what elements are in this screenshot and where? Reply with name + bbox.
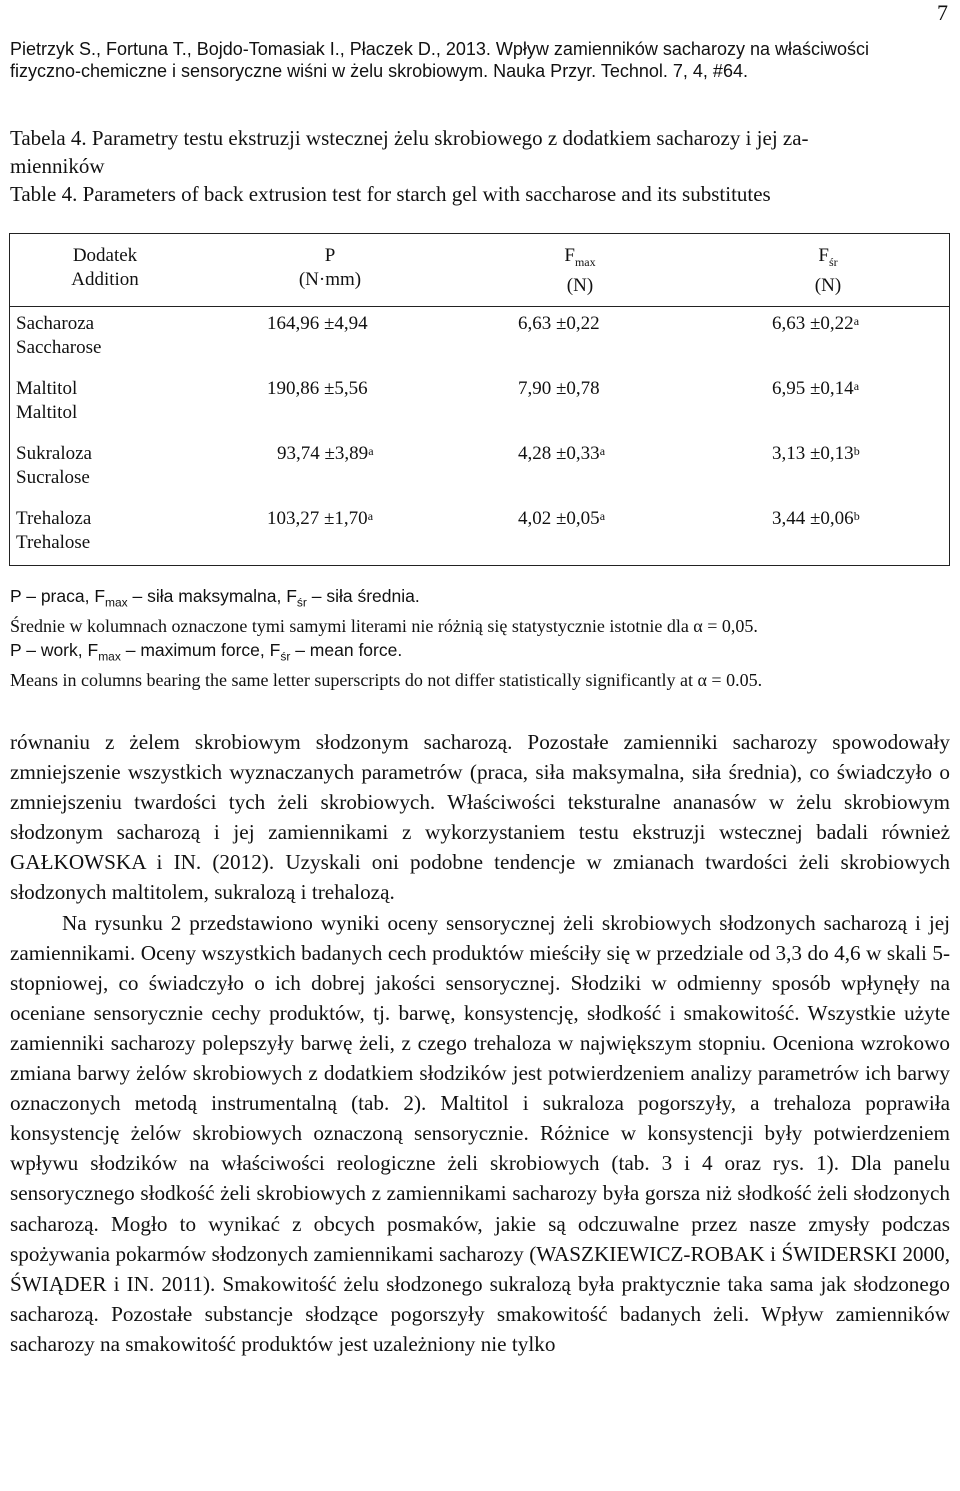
table-row-addition bbox=[16, 312, 101, 360]
caption-en: Table 4. Parameters of back extrusion test for starch gel with saccharose and its substitutes bbox=[10, 182, 771, 206]
cell-fsr: 3,13 ±0,13$^b$ bbox=[772, 443, 860, 464]
addition-pl: Maltitol bbox=[16, 378, 78, 399]
addition-en: Trehalose bbox=[16, 532, 91, 553]
note-en-significance: Means in columns bearing the same letter superscripts do not differ statistically significantly at α = 0.05. bbox=[10, 669, 763, 690]
cell-p: 103,27 ±1,70$^a$ bbox=[267, 508, 374, 529]
table-caption bbox=[10, 124, 950, 208]
header-fmax-symbol: $F_{max}$ bbox=[564, 245, 596, 269]
cell-fmax: 7,90 ±0,78 bbox=[518, 378, 600, 399]
addition-en: Saccharose bbox=[16, 337, 102, 358]
cell-fsr: 3,44 ±0,06$^b$ bbox=[772, 508, 860, 529]
citation-line-1: Pietrzyk S., Fortuna T., Bojdo-Tomasiak I., Płaczek D., 2013. Wpływ zamienników sacharozy na właściwości bbox=[10, 39, 869, 59]
data-table bbox=[9, 233, 950, 566]
header-divider bbox=[10, 306, 949, 307]
paragraph-1: równaniu z żelem skrobiowym słodzonym sacharozą. Pozostałe zamienniki sacharozy spowodowały zmniejszenie wszystkich wyznaczanych parametrów (praca, siła maksymalna, siła średnia), co świadczyło o zmniejszeniu twardości tych żeli skrobiowych. Właściwości teksturalne ananasów w żelu skrobiowym słodzonym sacharozą i jej zamiennikami z wykorzystaniem testu ekstruzji wstecznej badali również GAŁKOWSKA i IN. (2012). Uzyskali oni podobne tendencje w zmianach twardości żeli skrobiowych słodzonych maltitolem, sukralozą i trehalozą. bbox=[10, 730, 950, 905]
caption-pl-line-1: Tabela 4. Parametry testu ekstruzji wstecznej żelu skrobiowego z dodatkiem sacharozy i jej za- bbox=[10, 126, 809, 150]
addition-pl: Sukraloza bbox=[16, 443, 92, 464]
header-fsr bbox=[768, 244, 888, 298]
cell-fmax: 4,02 ±0,05$^a$ bbox=[518, 508, 606, 529]
cell-p: 93,74 ±3,89$^a$ bbox=[277, 443, 374, 464]
caption-pl-line-2: mienników bbox=[10, 154, 105, 178]
cell-p: 190,86 ±5,56 bbox=[267, 378, 368, 399]
addition-pl: Sacharoza bbox=[16, 313, 95, 334]
addition-pl: Trehaloza bbox=[16, 508, 92, 529]
header-p-unit: (N·mm) bbox=[298, 269, 362, 290]
cell-fsr: 6,95 ±0,14$^a$ bbox=[772, 378, 860, 399]
note-pl-symbols: P – praca, $F_{max}$ – siła maksymalna, $F_{śr}$ – siła średnia. bbox=[10, 586, 420, 610]
header-fmax-unit: (N) bbox=[566, 274, 594, 296]
table-row-addition bbox=[16, 507, 91, 555]
citation-header bbox=[10, 38, 950, 82]
header-fsr-symbol: $F_{śr}$ bbox=[818, 245, 838, 269]
header-addition-pl: Dodatek bbox=[72, 245, 138, 266]
addition-en: Maltitol bbox=[16, 402, 78, 423]
note-en-symbols: P – work, $F_{max}$ – maximum force, $F_{śr}$ – mean force. bbox=[10, 639, 403, 663]
header-p bbox=[270, 244, 390, 292]
header-addition-en: Addition bbox=[71, 269, 139, 290]
table-row-addition bbox=[16, 442, 92, 490]
body-text bbox=[10, 727, 950, 1359]
header-p-symbol: P bbox=[324, 245, 336, 266]
table-notes bbox=[10, 585, 950, 692]
header-fmax bbox=[520, 244, 640, 298]
paragraph-2: Na rysunku 2 przedstawiono wyniki oceny sensorycznej żeli skrobiowych słodzonych sacharozą i jej zamiennikami. Oceny wszystkich badanych cech produktów mieściły się w przedziale od 3,3 do 4,6 w skali 5-stopniowej, co świadczyło o ich dobrej jakości sensorycznej. Słodziki w odmienny sposób wpłynęły na oceniane sensorycznie cechy produktów, tj. barwę, konsystencję, słodkość i smakowitość. Wszystkie użyte zamienniki sacharozy polepszyły barwę żeli, z czego trehaloza w największym stopniu. Oceniona wzrokowo zmiana barwy żelów skrobiowych z dodatkiem słodzików jest potwierdzeniem analizy parametrów ich barwy oznaczonych metodą instrumentalną (tab. 2). Maltitol i sukraloza pogorszyły, a trehaloza poprawiła konsystencję żelów skrobiowych oznaczoną sensorycznie. Różnice w konsystencji były potwierdzeniem wpływu słodzików na właściwości reologiczne żeli skrobiowych (tab. 3 i 4 oraz rys. 1). Dla panelu sensorycznego słodkość żeli skrobiowych z zamiennikami sacharozy była gorsza niż słodkość żeli słodzonych sacharozą. Mogło to wynikać z obcych posmaków, jakie są odczuwalne przez nasze zmysły podczas spożywania pokarmów słodzonych zamiennikami sacharozy (WASZKIEWICZ-ROBAK i ŚWIDERSKI 2000, ŚWIĄDER i IN. 2011). Smakowitość żelu słodzonego sukralozą była praktycznie taka sama jak słodzonego sacharozą. Pozostałe substancje słodzące pogorszyły smakowitość badanych żeli. Wpływ zamienników sacharozy na smakowitość produktów jest uzależniony nie tylko bbox=[10, 910, 950, 1356]
table-row-addition bbox=[16, 377, 77, 425]
cell-fsr: 6,63 ±0,22$^a$ bbox=[772, 313, 860, 334]
page-number: 7 bbox=[937, 0, 948, 25]
cell-p: 164,96 ±4,94 bbox=[267, 313, 368, 334]
cell-fmax: 4,28 ±0,33$^a$ bbox=[518, 443, 606, 464]
addition-en: Sucralose bbox=[16, 467, 90, 488]
citation-line-2: fizyczno-chemiczne i sensoryczne wiśni w żelu skrobiowym. Nauka Przyr. Technol. 7, 4, #64. bbox=[10, 61, 748, 81]
header-fsr-unit: (N) bbox=[814, 274, 842, 296]
header-addition bbox=[50, 244, 160, 292]
note-pl-significance: Średnie w kolumnach oznaczone tymi samymi literami nie różnią się statystycznie istotnie dla α = 0,05. bbox=[10, 616, 758, 636]
cell-fmax: 6,63 ±0,22 bbox=[518, 313, 600, 334]
